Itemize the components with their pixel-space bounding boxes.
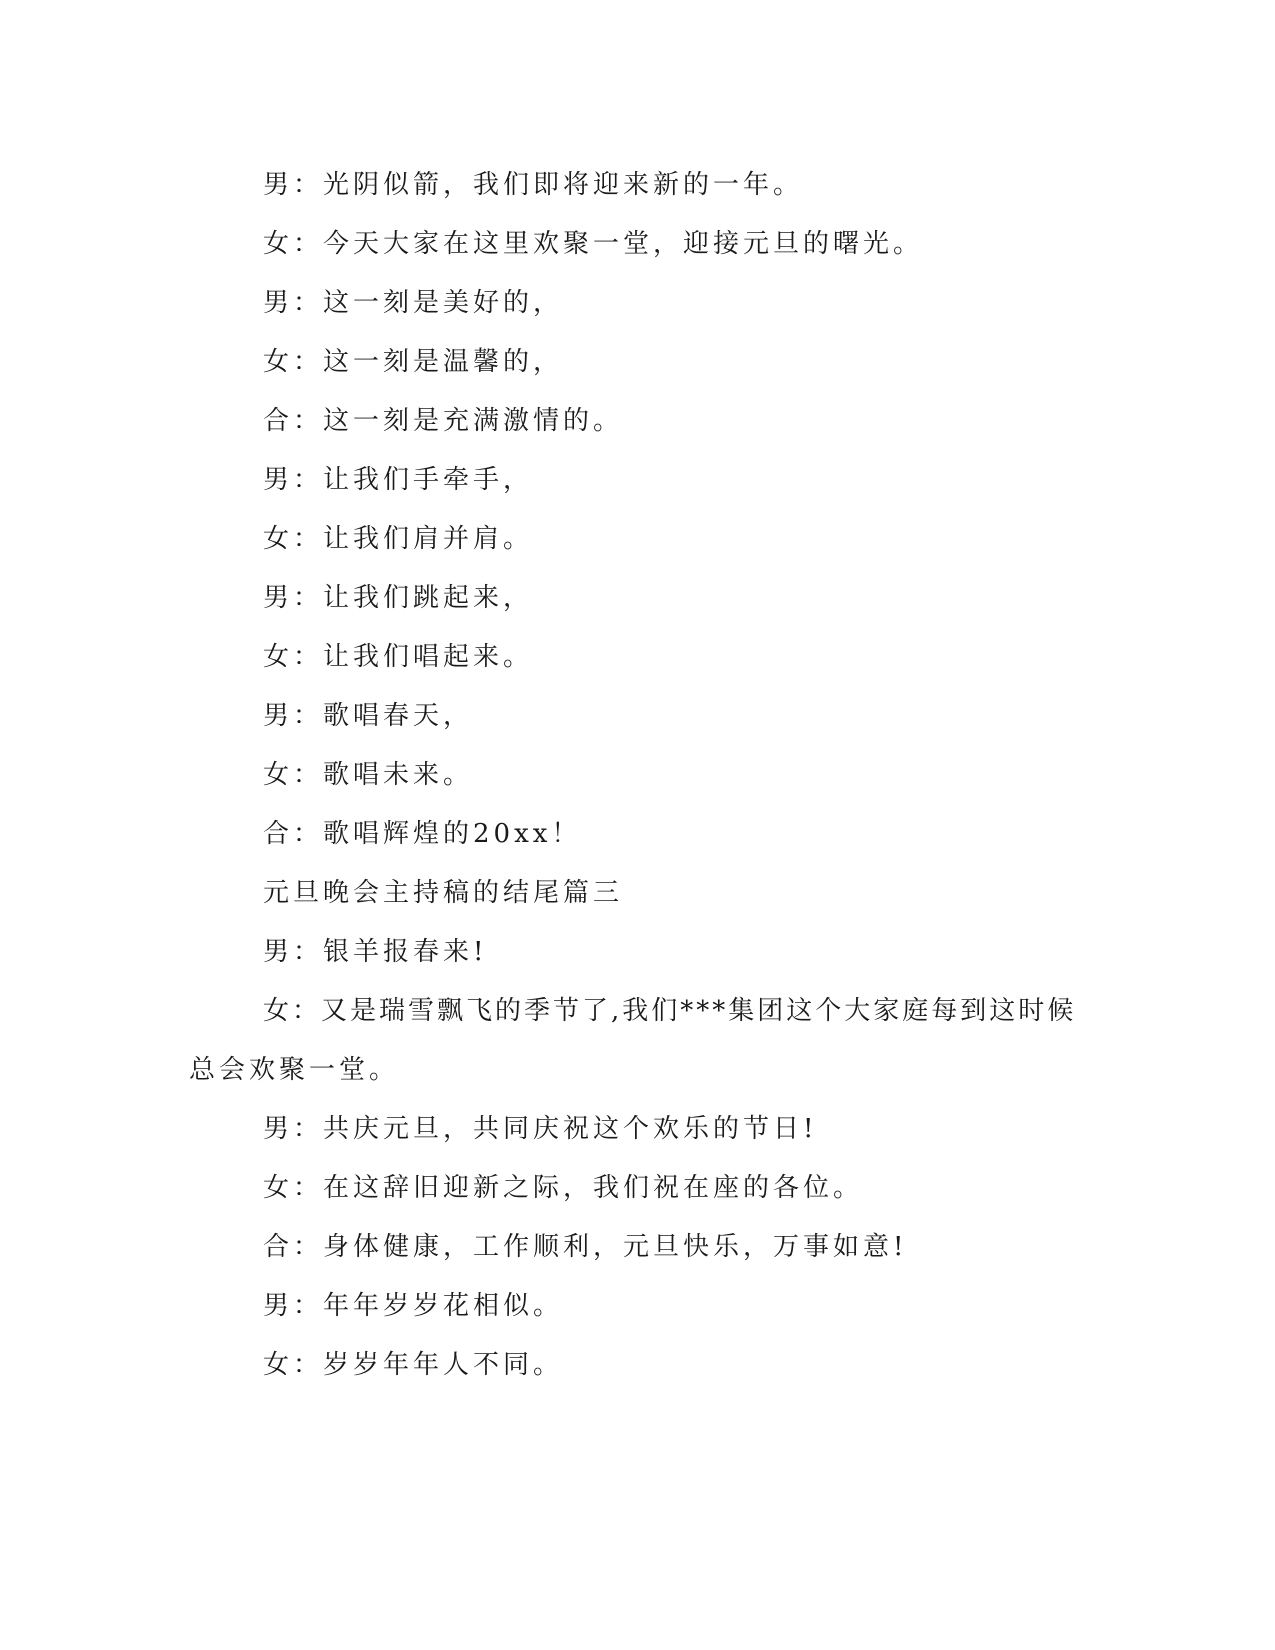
dialogue-line: 女：让我们唱起来。 [263,642,534,672]
dialogue-line: 女：歌唱未来。 [263,760,474,790]
dialogue-line: 男：共庆元旦，共同庆祝这个欢乐的节日! [263,1114,818,1144]
dialogue-line: 合：歌唱辉煌的20xx！ [263,819,582,849]
dialogue-line: 女：岁岁年年人不同。 [263,1350,564,1380]
dialogue-line: 男：光阴似箭，我们即将迎来新的一年。 [263,170,804,200]
dialogue-line: 女：这一刻是温馨的， [263,347,564,377]
dialogue-line: 男：让我们跳起来， [263,583,534,613]
dialogue-line: 合：身体健康，工作顺利，元旦快乐，万事如意! [263,1232,908,1262]
dialogue-line: 男：歌唱春天， [263,701,474,731]
dialogue-line: 男：银羊报春来! [263,937,488,967]
dialogue-line: 男：年年岁岁花相似。 [263,1291,564,1321]
section-heading: 元旦晚会主持稿的结尾篇三 [263,878,624,908]
dialogue-line: 女：让我们肩并肩。 [263,524,534,554]
dialogue-line: 合：这一刻是充满激情的。 [263,406,624,436]
dialogue-line: 男：让我们手牵手， [263,465,534,495]
dialogue-line: 女：今天大家在这里欢聚一堂，迎接元旦的曙光。 [263,229,924,259]
dialogue-line-continuation: 总会欢聚一堂。 [189,1055,400,1085]
dialogue-line: 女：又是瑞雪飘飞的季节了,我们***集团这个大家庭每到这时候 [263,996,1077,1026]
dialogue-line: 女：在这辞旧迎新之际，我们祝在座的各位。 [263,1173,864,1203]
dialogue-line: 男：这一刻是美好的， [263,288,564,318]
